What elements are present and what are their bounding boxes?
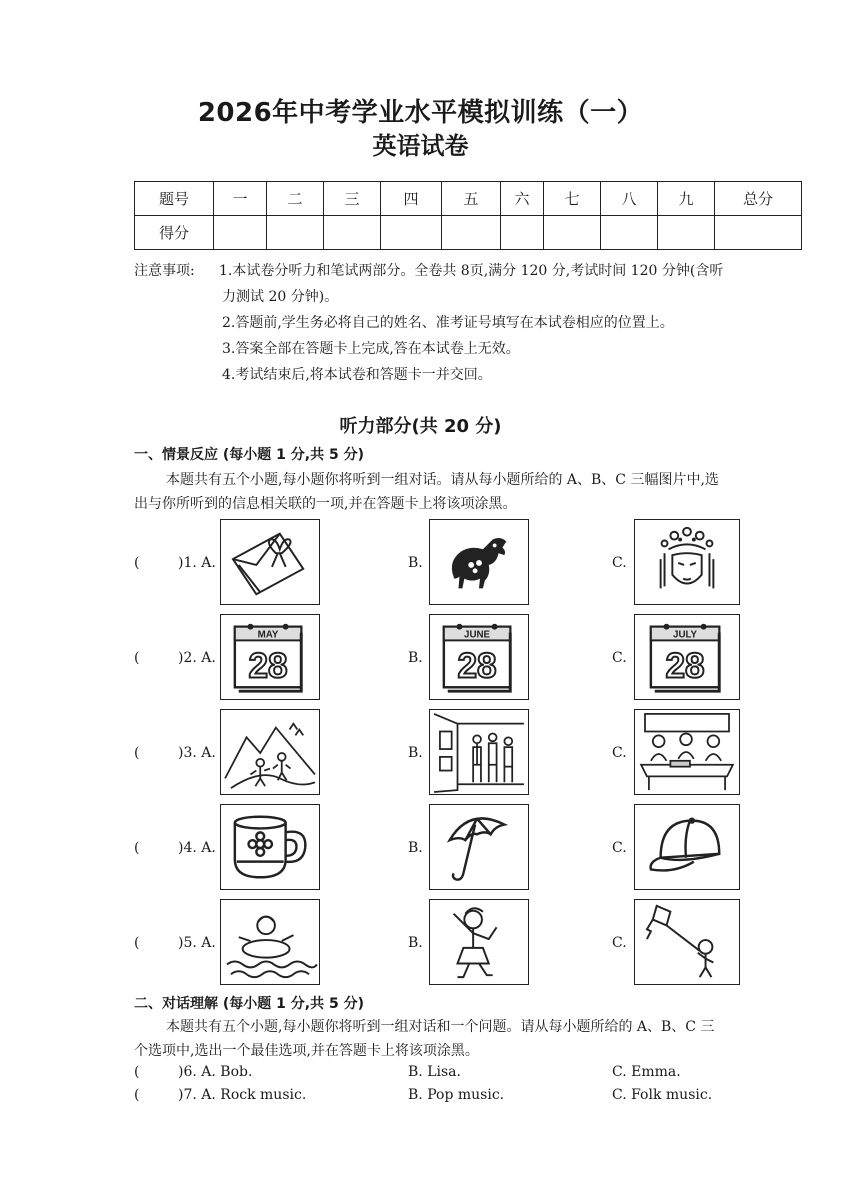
calendar-june-icon[interactable] (429, 614, 529, 700)
question-number: )5. A. (178, 935, 216, 951)
option-b: B. Lisa. (408, 1064, 461, 1080)
score-blank[interactable] (267, 216, 324, 250)
option-c: C. Emma. (612, 1064, 681, 1080)
calendar-month: JUNE (464, 629, 491, 641)
exam-subtitle: 英语试卷 (372, 132, 469, 160)
option-label: B. (408, 745, 423, 761)
score-cell: 一 (214, 182, 267, 216)
calendar-month: JULY (673, 629, 698, 641)
score-blank[interactable] (324, 216, 381, 250)
instruction-line: 本题共有五个小题,每小题你将听到一组对话。请从每小题所给的 A、B、C 三幅图片中,选 (166, 472, 719, 488)
note-item: 4.考试结束后,将本试卷和答题卡一并交回。 (222, 367, 492, 383)
option-b: B. Pop music. (408, 1087, 505, 1103)
question-2 (134, 614, 814, 702)
section1-heading: 一、情景反应 (每小题 1 分,共 5 分) (134, 447, 364, 463)
instruction-line: 本题共有五个小题,每小题你将听到一组对话和一个问题。请从每小题所给的 A、B、C 三 (166, 1019, 715, 1035)
answer-paren[interactable]: ( (134, 840, 140, 856)
score-table-score-row (135, 216, 802, 250)
score-cell: 三 (324, 182, 381, 216)
question-number: )2. A. (178, 650, 216, 666)
option-label: B. (408, 935, 423, 951)
question-number: )3. A. (178, 745, 216, 761)
option-a: )7. A. Rock music. (178, 1087, 307, 1103)
score-blank[interactable] (442, 216, 501, 250)
option-label: C. (612, 840, 627, 856)
score-cell: 二 (267, 182, 324, 216)
score-table-header-row (135, 182, 802, 216)
score-blank[interactable] (214, 216, 267, 250)
note-item: 1.本试卷分听力和笔试两部分。全卷共 8页,满分 120 分,考试时间 120 分钟(含听 (219, 263, 724, 279)
score-cell: 六 (501, 182, 544, 216)
instruction-line: 出与你所听到的信息相关联的一项,并在答题卡上将该项涂黑。 (134, 496, 517, 512)
hiking-icon[interactable] (220, 709, 320, 795)
score-cell: 四 (381, 182, 442, 216)
answer-paren[interactable]: ( (134, 1087, 140, 1103)
instruction-line: 个选项中,选出一个最佳选项,并在答题卡上将该项涂黑。 (134, 1043, 479, 1059)
score-cell: 题号 (135, 182, 214, 216)
score-cell: 七 (544, 182, 601, 216)
score-cell: 总分 (715, 182, 802, 216)
section1-instructions (134, 468, 804, 516)
question-6 (134, 1064, 814, 1086)
cap-icon[interactable] (634, 804, 740, 890)
answer-paren[interactable]: ( (134, 745, 140, 761)
kite-icon[interactable] (634, 899, 740, 985)
score-blank[interactable] (715, 216, 802, 250)
calendar-day: 28 (665, 646, 705, 686)
question-4 (134, 804, 814, 892)
option-label: B. (408, 555, 423, 571)
score-cell: 九 (658, 182, 715, 216)
option-label: C. (612, 555, 627, 571)
calendar-day: 28 (457, 646, 497, 686)
score-table (134, 181, 802, 250)
card-icon[interactable] (220, 519, 320, 605)
score-blank[interactable] (601, 216, 658, 250)
note-item: 3.答案全部在答题卡上完成,答在本试卷上无效。 (222, 341, 520, 357)
score-blank[interactable] (658, 216, 715, 250)
option-label: C. (612, 935, 627, 951)
answer-paren[interactable]: ( (134, 555, 140, 571)
option-a: )6. A. Bob. (178, 1064, 253, 1080)
notes-lead: 注意事项: (134, 263, 195, 279)
option-c: C. Folk music. (612, 1087, 713, 1103)
calendar-day: 28 (248, 646, 288, 686)
score-blank[interactable] (381, 216, 442, 250)
question-number: )1. A. (178, 555, 216, 571)
question-7 (134, 1087, 814, 1109)
section2-heading: 二、对话理解 (每小题 1 分,共 5 分) (134, 996, 364, 1012)
option-label: B. (408, 650, 423, 666)
answer-paren[interactable]: ( (134, 935, 140, 951)
classroom-icon[interactable] (634, 709, 740, 795)
score-cell: 八 (601, 182, 658, 216)
calendar-may-icon[interactable] (220, 614, 320, 700)
umbrella-icon[interactable] (429, 804, 529, 890)
option-label: B. (408, 840, 423, 856)
score-cell: 得分 (135, 216, 214, 250)
opera-mask-icon[interactable] (634, 519, 740, 605)
option-label: C. (612, 745, 627, 761)
question-5 (134, 899, 814, 987)
swimming-icon[interactable] (220, 899, 320, 985)
museum-icon[interactable] (429, 709, 529, 795)
score-blank[interactable] (544, 216, 601, 250)
answer-paren[interactable]: ( (134, 650, 140, 666)
section2-instructions (134, 1015, 804, 1063)
note-item: 力测试 20 分钟)。 (222, 289, 339, 305)
score-cell: 五 (442, 182, 501, 216)
exam-title: 2026年中考学业水平模拟训练（一） (197, 98, 644, 128)
calendar-month: MAY (257, 629, 279, 641)
dancing-icon[interactable] (429, 899, 529, 985)
listening-title: 听力部分(共 20 分) (339, 416, 502, 437)
exam-notes (134, 258, 814, 388)
question-3 (134, 709, 814, 797)
horse-papercut-icon[interactable] (429, 519, 529, 605)
score-blank[interactable] (501, 216, 544, 250)
answer-paren[interactable]: ( (134, 1064, 140, 1080)
question-1 (134, 519, 814, 607)
note-item: 2.答题前,学生务必将自己的姓名、准考证号填写在本试卷相应的位置上。 (222, 315, 674, 331)
calendar-july-icon[interactable] (634, 614, 740, 700)
option-label: C. (612, 650, 627, 666)
question-number: )4. A. (178, 840, 216, 856)
cup-icon[interactable] (220, 804, 320, 890)
